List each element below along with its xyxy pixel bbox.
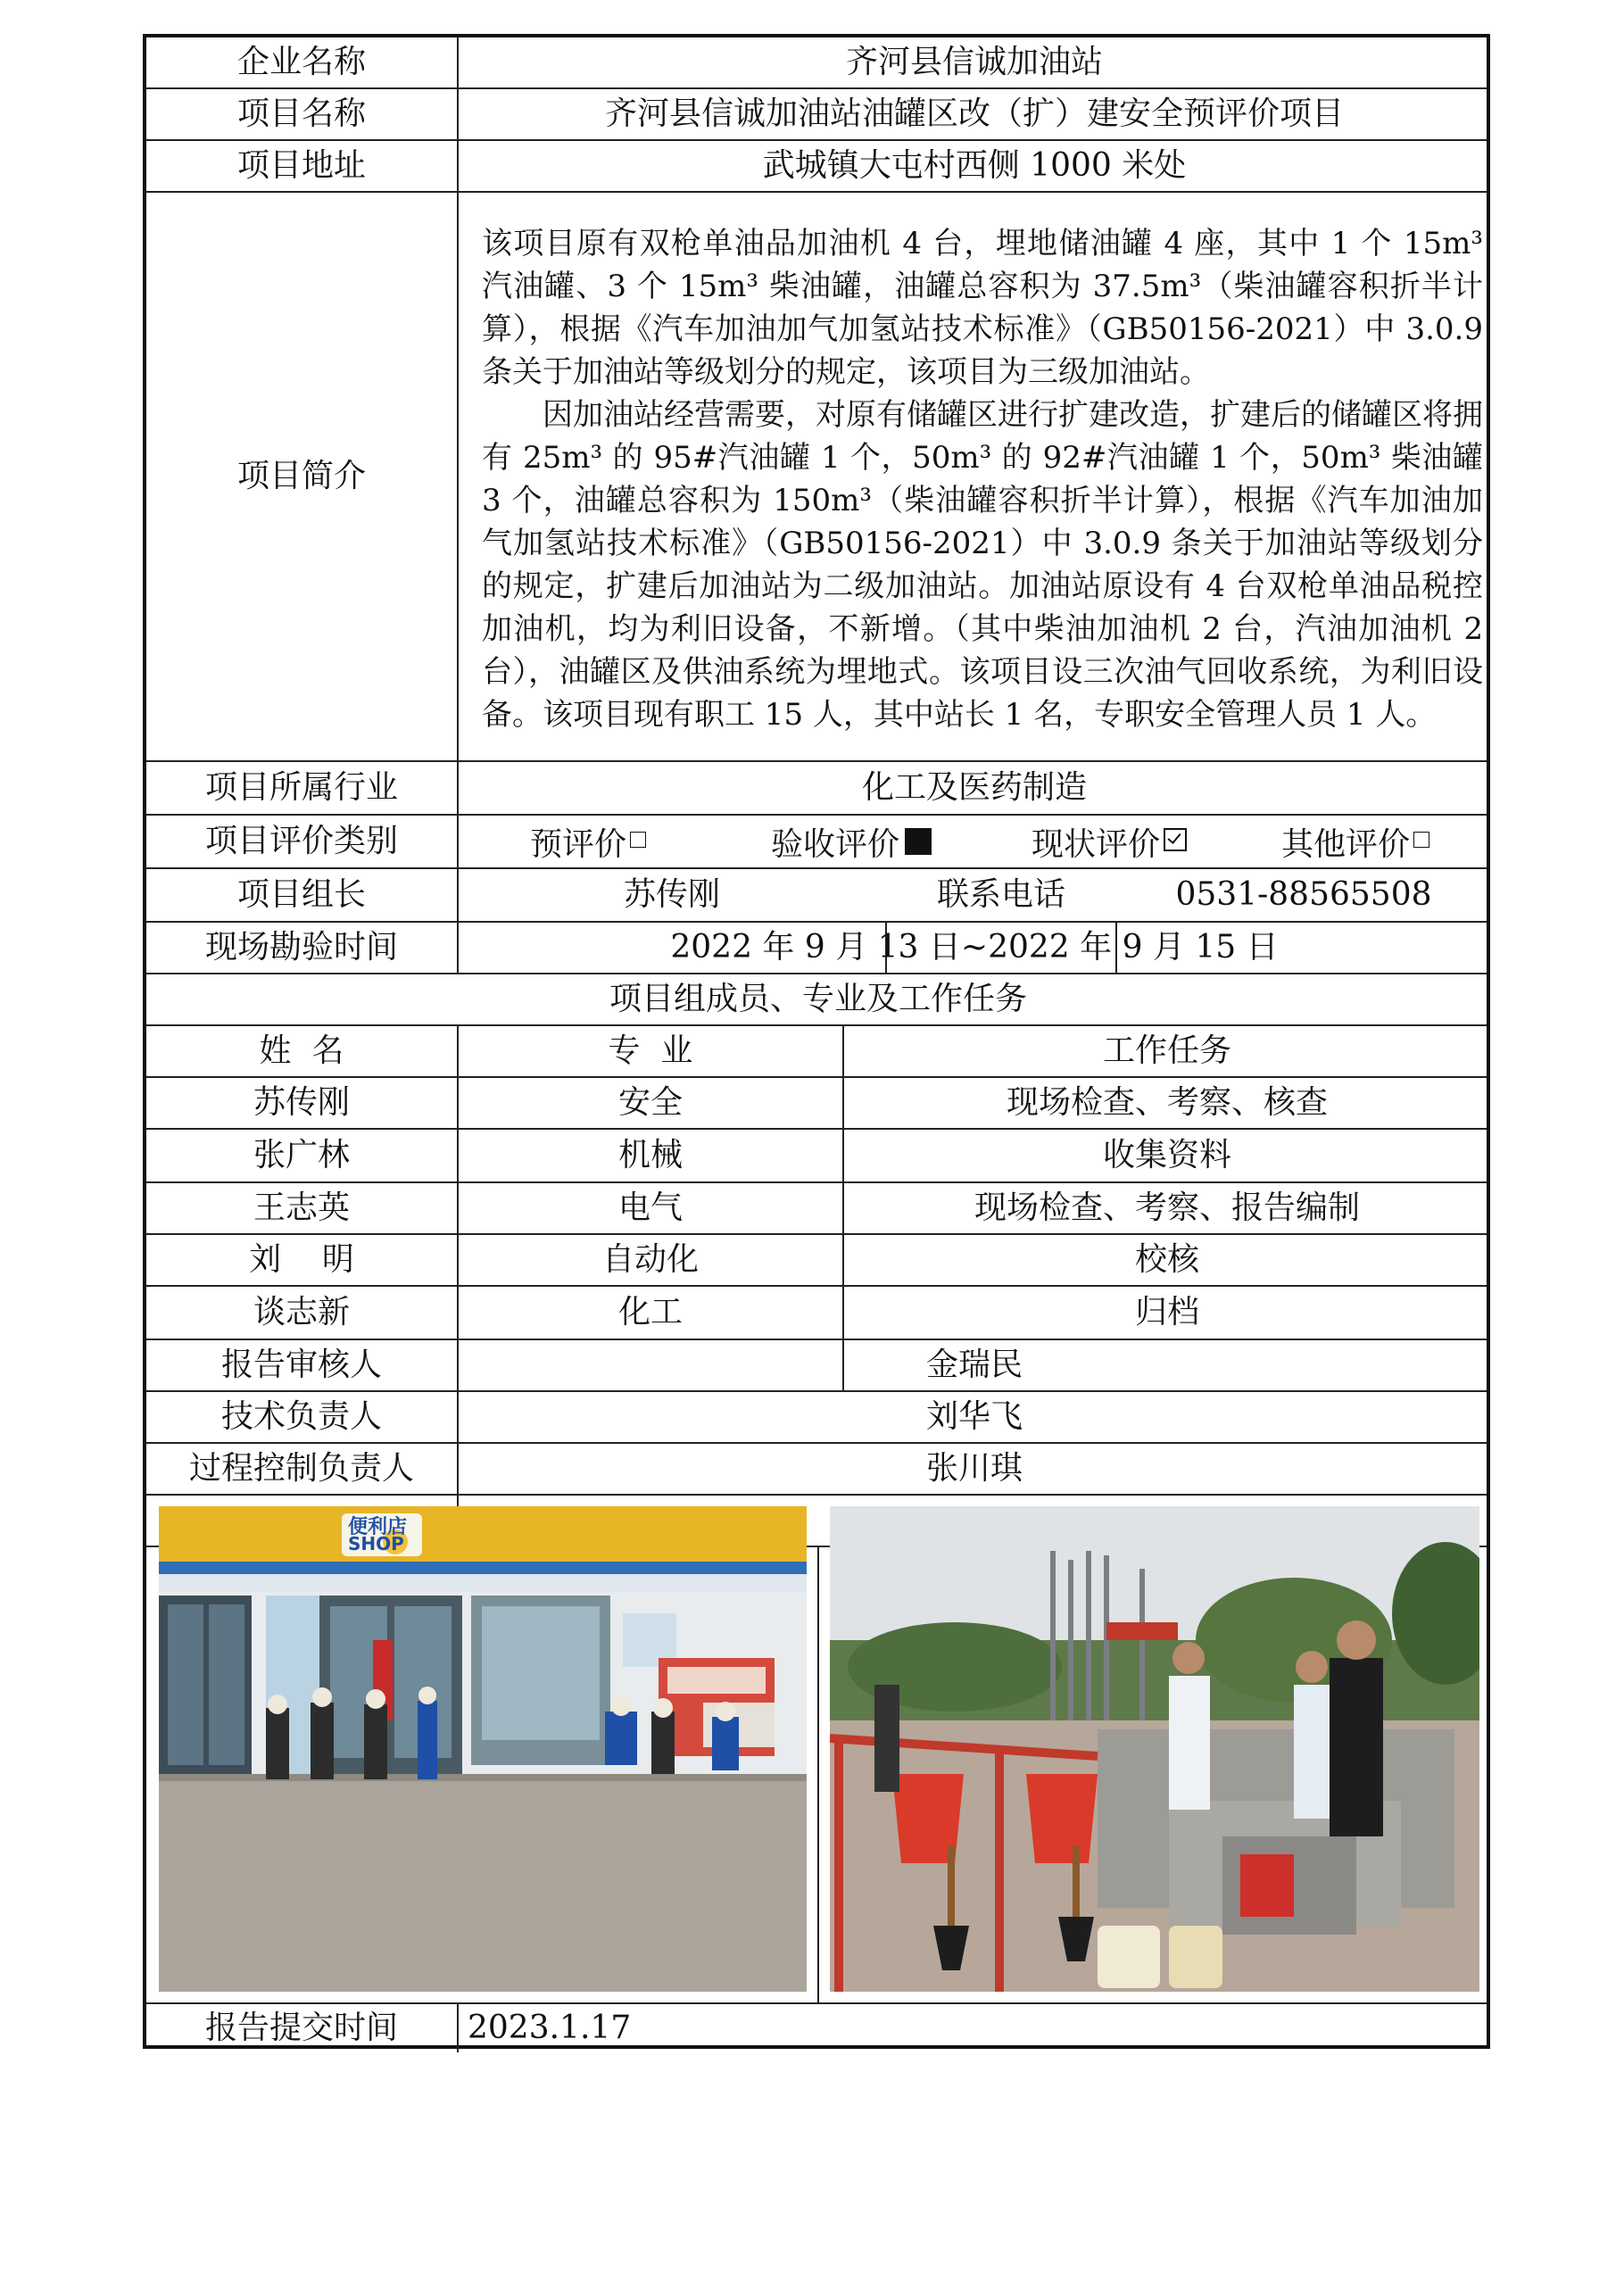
member-name: 刘 明 <box>249 1241 354 1279</box>
process-control-value: 张川琪 <box>925 1450 1023 1488</box>
shop-sign-line1: 便利店 <box>348 1516 408 1538</box>
process-control-label: 过程控制负责人 <box>188 1450 414 1488</box>
phone-label: 联系电话 <box>936 876 1065 914</box>
reviewer-value: 金瑞民 <box>925 1347 1023 1384</box>
company-name-value: 齐河县信诚加油站 <box>845 44 1103 81</box>
submit-time-value: 2023.1.17 <box>468 2010 632 2047</box>
eval-option-pre-label: 预评价 <box>530 825 627 863</box>
team-leader-value: 苏传刚 <box>623 876 720 914</box>
eval-option-status[interactable] <box>1032 816 1187 867</box>
col-name-header: 姓 名 <box>259 1032 344 1070</box>
shop-sign-line2: SHOP <box>348 1533 404 1554</box>
col-task-header: 工作任务 <box>1102 1032 1231 1070</box>
checkbox-empty-icon[interactable] <box>630 832 646 848</box>
eval-option-pre[interactable] <box>530 816 646 867</box>
member-major: 化工 <box>617 1294 683 1331</box>
project-name-value: 齐河县信诚加油站油罐区改（扩）建安全预评价项目 <box>604 95 1344 133</box>
intro-paragraph-2: 因加油站经营需要，对原有储罐区进行扩建改造，扩建后的储罐区将拥有 25m³ 的 95#汽油罐 1 个，50m³ 的 92#汽油罐 1 个，50m³ 柴油罐 3 个，油罐总容积为 150m³（柴油罐容积折半计算），根据《汽车加油加气加氢站技术标准》（GB50156-2021）中 3.0.9 条关于加油站等级划分的规定，扩建后加油站为二级加油站。加油站原设有 4 台双枪单油品税控加油机，均为利旧设备，不新增。（其中柴油加油机 2 台，汽油加油机 2 台），油罐区及供油系统为埋地式。该项目设三次油气回收系统，为利旧设备。该项目现有职工 15 人，其中站长 1 名，专职安全管理人员 1 人。 <box>482 397 1483 733</box>
eval-option-status-label: 现状评价 <box>1032 825 1161 863</box>
site-photo-tank-area <box>830 1506 1479 1992</box>
reviewer-label: 报告审核人 <box>220 1347 382 1384</box>
project-intro-label: 项目简介 <box>236 458 366 495</box>
checkbox-empty-icon[interactable] <box>1413 832 1429 848</box>
member-name: 谈志新 <box>253 1294 350 1331</box>
member-task: 现场检查、考察、报告编制 <box>974 1189 1360 1227</box>
intro-paragraph-1: 该项目原有双枪单油品加油机 4 台，埋地储油罐 4 座，其中 1 个 15m³ 汽油罐、3 个 15m³ 柴油罐，油罐总容积为 37.5m³（柴油罐容积折半计算），根据《汽车加油加气加氢站技术标准》（GB50156-2021）中 3.0.9 条关于加油站等级划分的规定，该项目为三级加油站。 <box>482 226 1483 390</box>
member-task: 收集资料 <box>1102 1137 1231 1174</box>
member-task: 归档 <box>1134 1294 1199 1331</box>
industry-value: 化工及医药制造 <box>861 769 1087 807</box>
member-name: 王志英 <box>253 1189 350 1227</box>
eval-option-other[interactable] <box>1281 816 1429 867</box>
evaluation-form <box>143 34 1490 2049</box>
project-address-value: 武城镇大屯村西侧 1000 米处 <box>762 147 1187 185</box>
tech-lead-value: 刘华飞 <box>925 1398 1023 1436</box>
eval-option-other-label: 其他评价 <box>1281 825 1411 863</box>
site-photo-storefront <box>159 1506 807 1992</box>
member-name: 张广林 <box>253 1137 350 1174</box>
member-major: 自动化 <box>601 1241 699 1279</box>
tech-lead-label: 技术负责人 <box>220 1398 382 1436</box>
col-major-header: 专 业 <box>608 1032 693 1070</box>
member-task: 现场检查、考察、核查 <box>1006 1084 1328 1122</box>
site-time-label: 现场勘验时间 <box>204 929 398 966</box>
team-leader-label: 项目组长 <box>236 876 366 914</box>
member-major: 机械 <box>617 1137 683 1174</box>
members-heading: 项目组成员、专业及工作任务 <box>609 981 1027 1018</box>
submit-time-label: 报告提交时间 <box>204 2010 398 2047</box>
member-major: 安全 <box>617 1084 683 1122</box>
checkbox-filled-icon[interactable] <box>905 828 932 855</box>
industry-label: 项目所属行业 <box>204 769 398 807</box>
project-intro-text <box>475 201 1490 758</box>
site-time-value: 2022 年 9 月 13 日~2022 年 9 月 15 日 <box>670 929 1279 966</box>
company-name-label: 企业名称 <box>236 44 366 81</box>
project-name-label: 项目名称 <box>236 95 366 133</box>
project-address-label: 项目地址 <box>236 147 366 185</box>
phone-value: 0531-88565508 <box>1175 876 1432 914</box>
member-task: 校核 <box>1134 1241 1199 1279</box>
member-name: 苏传刚 <box>253 1084 350 1122</box>
eval-option-acceptance[interactable] <box>771 816 932 867</box>
eval-category-label: 项目评价类别 <box>204 823 398 860</box>
member-major: 电气 <box>617 1189 683 1227</box>
eval-option-acceptance-label: 验收评价 <box>771 825 900 863</box>
checkbox-checked-icon[interactable] <box>1164 828 1187 851</box>
